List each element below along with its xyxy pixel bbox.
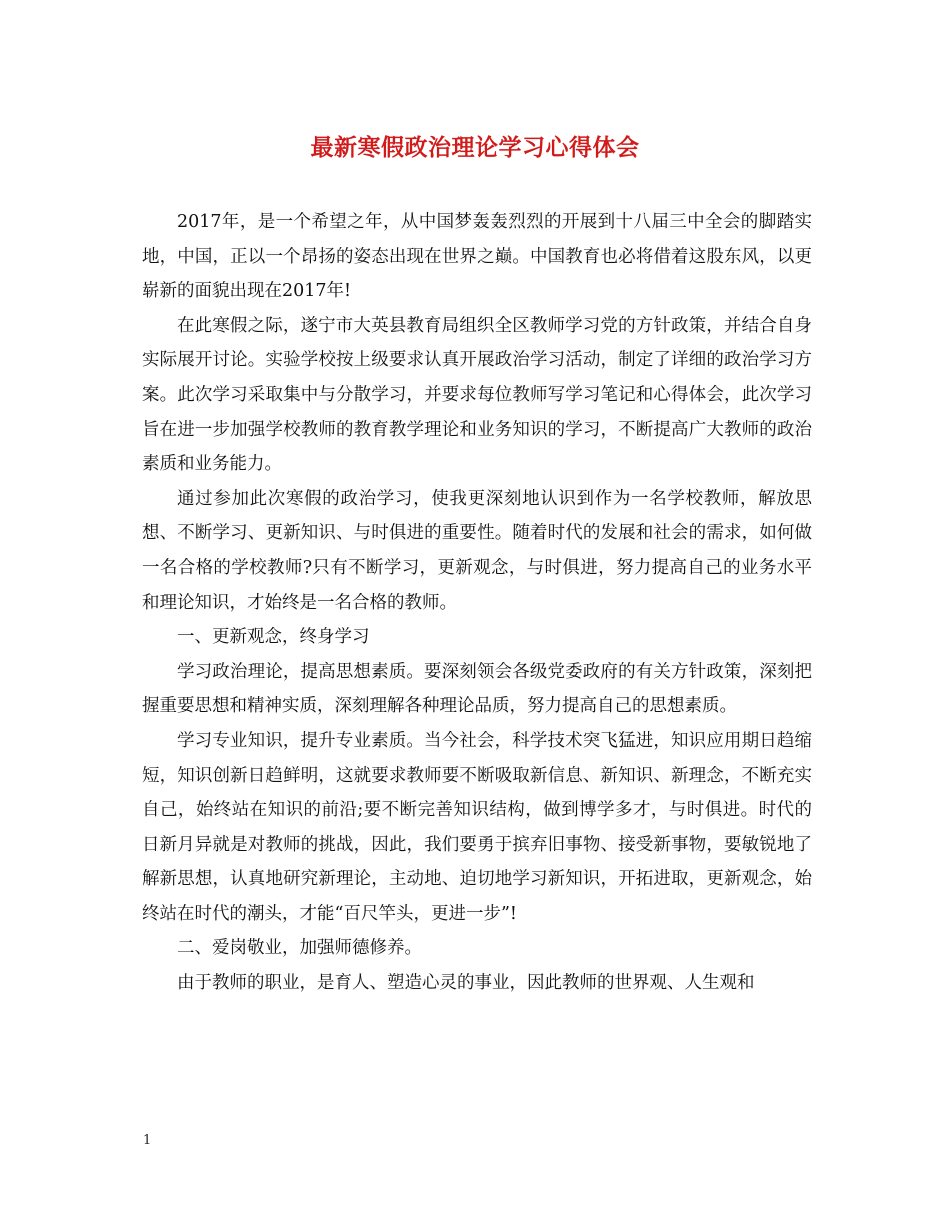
document-title: 最新寒假政治理论学习心得体会 [310,134,640,161]
paragraph-background: 在此寒假之际，遂宁市大英县教育局组织全区教师学习党的方针政策，并结合自身实际展开讨论。实验学校按上级要求认真开展政治学习活动，制定了详细的政治学习方案。此次学习采取集中与分散学习，并要求每位教师写学习笔记和心得体会，此次学习旨在进一步加强学校教师的教育教学理论和业务知识的学习，不断提高广大教师的政治素质和业务能力。 [142,315,812,475]
document-body [142,205,812,1001]
section-heading-2: 二、爱岗敬业，加强师德修养。 [177,938,422,959]
paragraph-teacher-profession: 由于教师的职业，是育人、塑造心灵的事业，因此教师的世界观、人生观和 [177,973,755,994]
paragraph-political-theory: 学习政治理论，提高思想素质。要深刻领会各级党委政府的有关方针政策，深刻把握重要思想和精神实质，深刻理解各种理论品质，努力提高自己的思想素质。 [142,661,812,717]
paragraph-professional-knowledge: 学习专业知识，提升专业素质。当今社会，科学技术突飞猛进，知识应用期日趋缩短，知识创新日趋鲜明，这就要求教师要不断吸取新信息、新知识、新理念，不断充实自己，始终站在知识的前沿;要不断完善知识结构，做到博学多才，与时俱进。时代的日新月异就是对教师的挑战，因此，我们要勇于摈弃旧事物、接受新事物，要敏锐地了解新思想，认真地研究新理论，主动地、迫切地学习新知识，开拓进取，更新观念，始终站在时代的潮头，才能“百尺竿头，更进一步”! [142,730,812,924]
paragraph-reflection: 通过参加此次寒假的政治学习，使我更深刻地认识到作为一名学校教师，解放思想、不断学习、更新知识、与时俱进的重要性。随着时代的发展和社会的需求，如何做一名合格的学校教师?只有不断学习，更新观念，与时俱进，努力提高自己的业务水平和理论知识，才始终是一名合格的教师。 [142,488,812,613]
section-heading-1: 一、更新观念，终身学习 [177,627,370,648]
paragraph-intro: 2017年，是一个希望之年，从中国梦轰轰烈烈的开展到十八届三中全会的脚踏实地，中国，正以一个昂扬的姿态出现在世界之巅。中国教育也必将借着这股东风，以更崭新的面貌出现在2017年! [142,212,812,302]
page-number: 1 [143,1133,152,1148]
